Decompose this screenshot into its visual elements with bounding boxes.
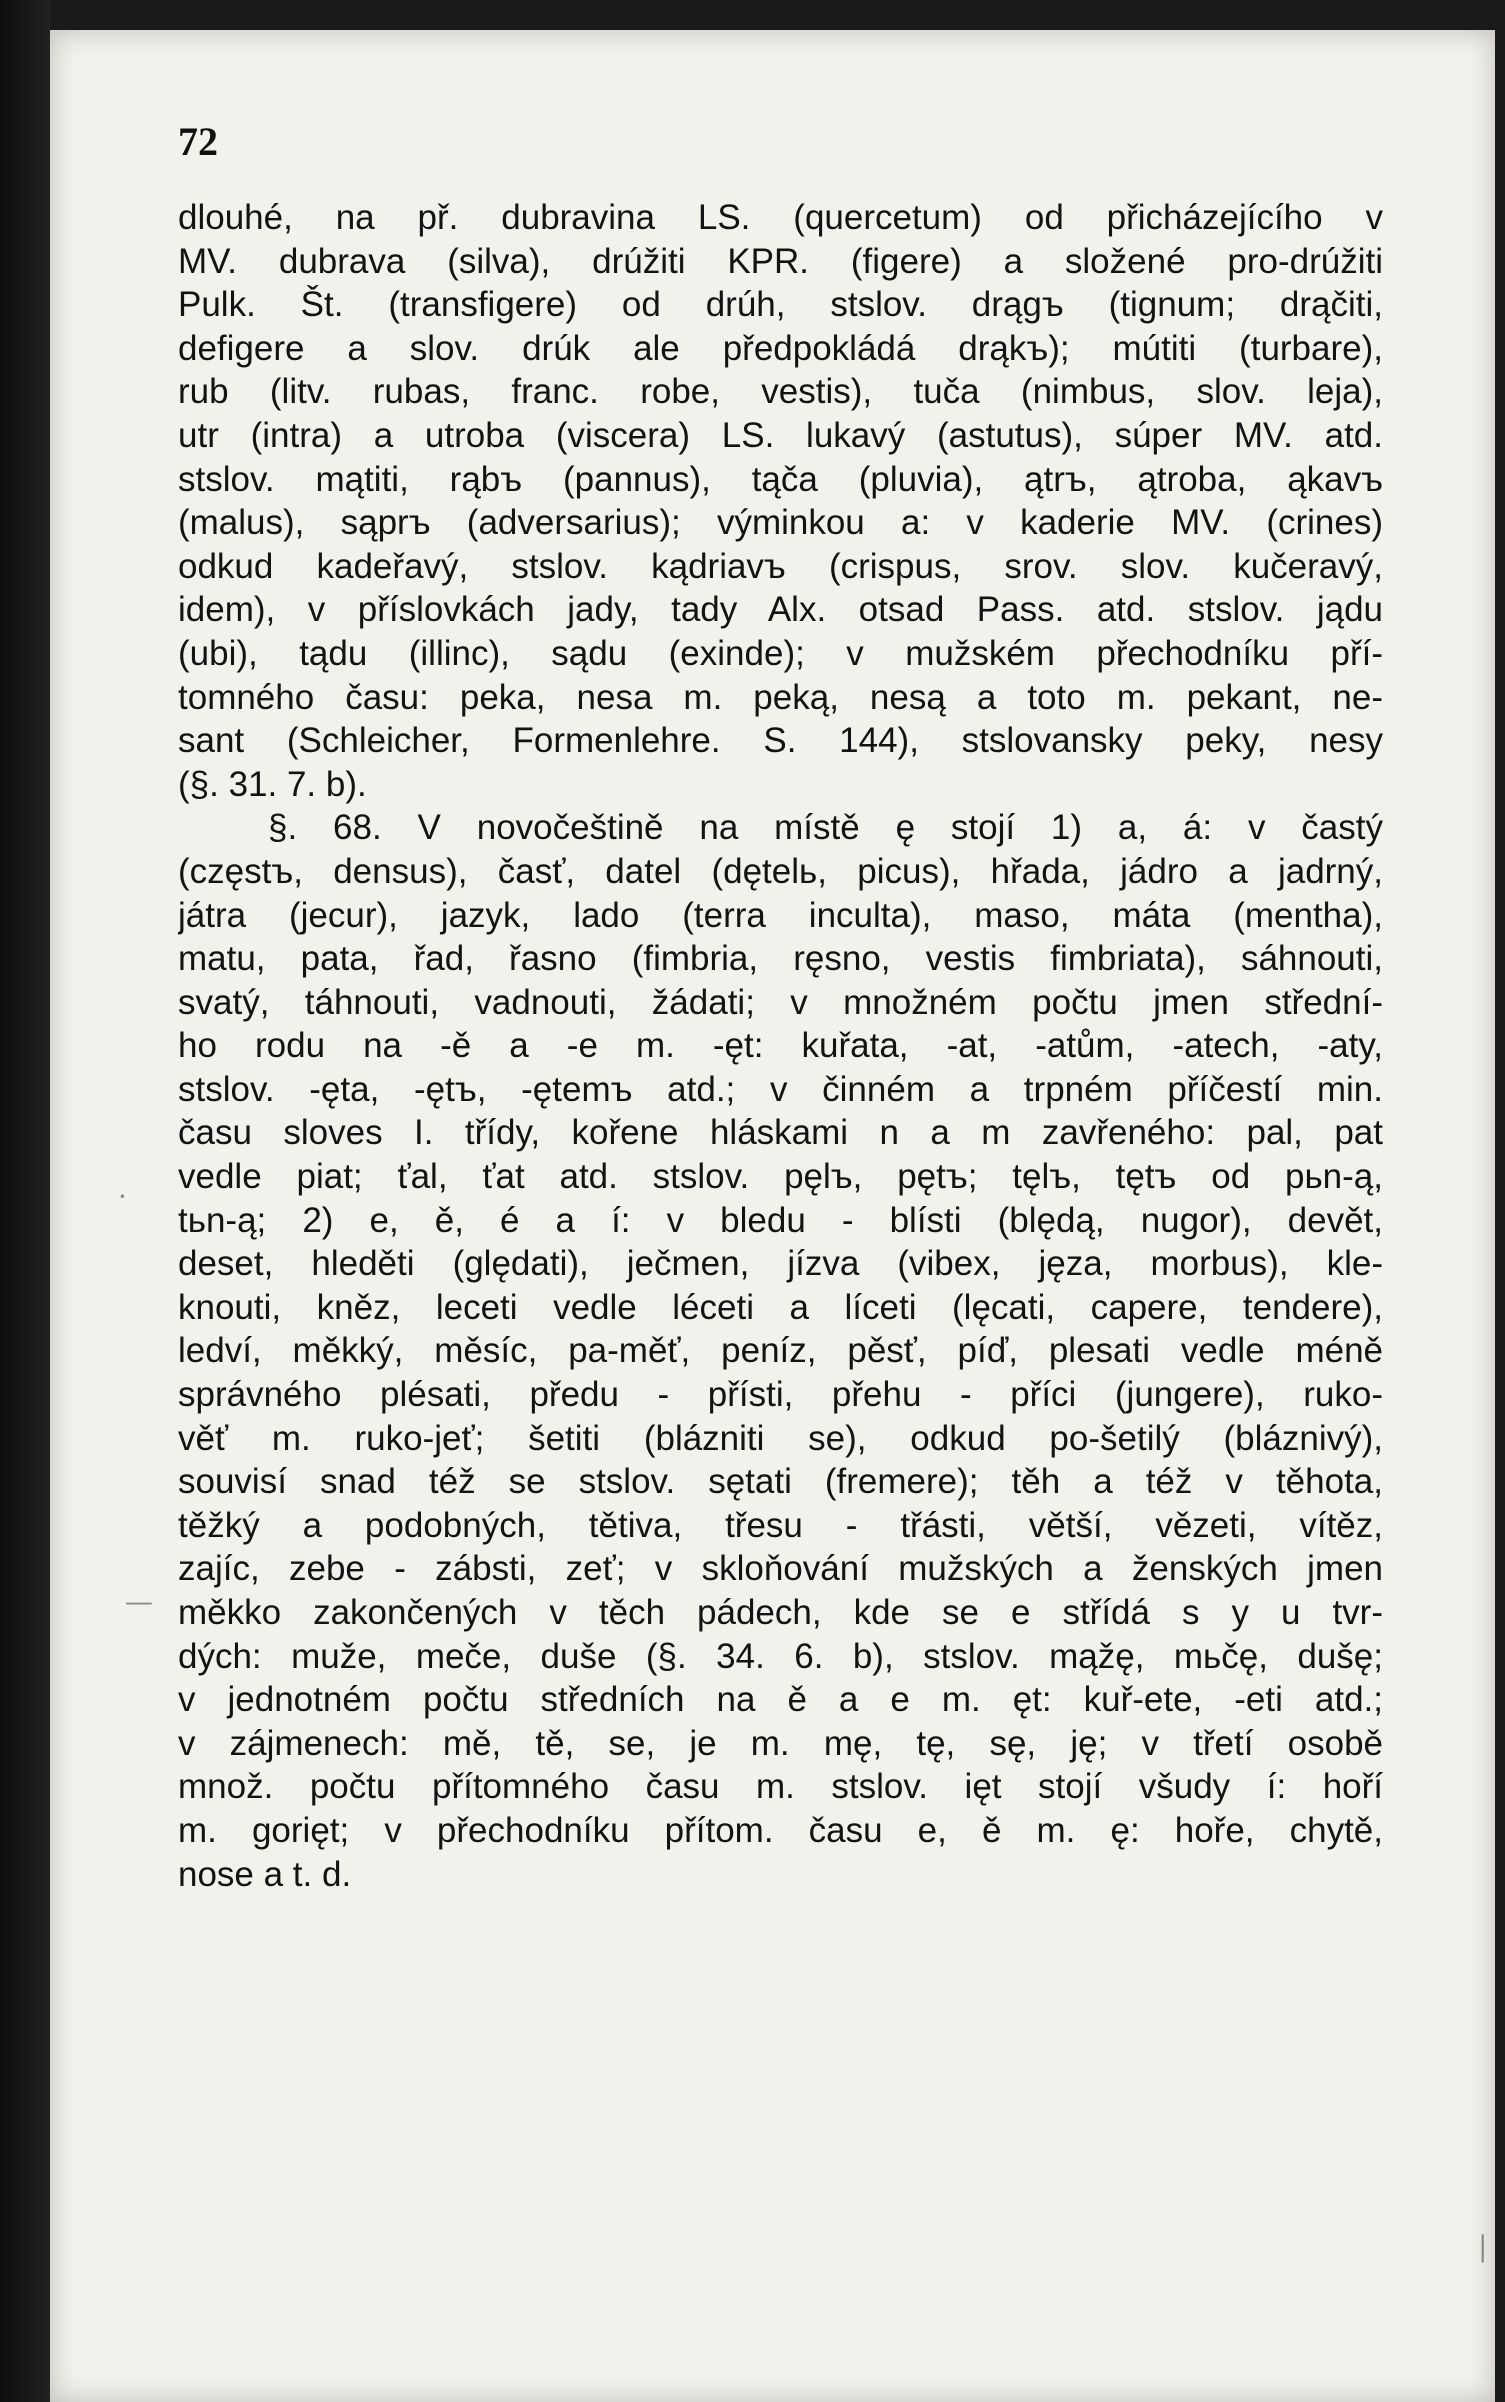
text-line: stslov. -ęta, -ętъ, -ętemъ atd.; v činném a trpném příčestí min.: [178, 1069, 1383, 1109]
text-line: utr (intra) a utroba (viscera) LS. lukavý (astutus), súper MV. atd.: [178, 415, 1383, 455]
text-line: matu, pata, řad, řasno (fimbria, ręsno, vestis fimbriata), sáhnouti,: [178, 939, 1383, 979]
margin-speck: ·: [118, 1180, 127, 1213]
text-line: stslov. mątiti, rąbъ (pannus), tąča (pluvia), ątrъ, ątroba, ąkavъ: [178, 459, 1383, 499]
text-line: svatý, táhnouti, vadnouti, žádati; v množném počtu jmen střední-: [178, 982, 1383, 1022]
text-line: ho rodu na -ě a -e m. -ęt: kuřata, -at, -atům, -atech, -aty,: [178, 1026, 1383, 1066]
text-line: zajíc, zebe - zábsti, zeť; v skloňování mužských a ženských jmen: [178, 1549, 1383, 1589]
text-line: množ. počtu přítomného času m. stslov. ięt stojí všudy í: hoří: [178, 1767, 1383, 1807]
text-line: odkud kadeřavý, stslov. kądriavъ (crispus, srov. slov. kučeravý,: [178, 546, 1383, 586]
text-line: vedle piat; ťal, ťat atd. stslov. pęlъ, pętъ; tęlъ, tętъ od pьn-ą,: [178, 1157, 1383, 1197]
text-line: MV. dubrava (silva), drúžiti KPR. (figere) a složené pro-drúžiti: [178, 241, 1383, 281]
section-heading-line: §. 68. V novočeštině na místě ę stojí 1) a, á: v častý: [268, 808, 1383, 848]
text-line: sant (Schleicher, Formenlehre. S. 144), stslovansky peky, nesy: [178, 721, 1383, 761]
text-line: defigere a slov. drúk ale předpokládá drąkъ); mútiti (turbare),: [178, 328, 1383, 368]
text-line: deset, hleděti (ględati), ječmen, jízva (vibex, jęza, morbus), kle-: [178, 1244, 1383, 1284]
text-line: Pulk. Št. (transfigere) od drúh, stslov. drągъ (tignum; drąčiti,: [178, 285, 1383, 325]
text-line: věť m. ruko-jeť; šetiti (blázniti se), odkud po-šetilý (bláznivý),: [178, 1418, 1383, 1458]
body-text: [178, 196, 1383, 1896]
text-line: (ubi), tądu (illinc), sądu (exinde); v mužském přechodníku pří-: [178, 633, 1383, 673]
text-line: v jednotném počtu středních na ě a e m. ęt: kuř-ete, -eti atd.;: [178, 1680, 1383, 1720]
text-line: času sloves I. třídy, kořene hláskami n a m zavřeného: pal, pat: [178, 1113, 1383, 1153]
scan-edge: [0, 0, 50, 2402]
text-line: dlouhé, na př. dubravina LS. (quercetum) od přicházejícího v: [178, 198, 1383, 237]
text-line: v zájmenech: mě, tě, se, je m. mę, tę, sę, ję; v třetí osobě: [178, 1723, 1383, 1763]
margin-speck: |: [1478, 2230, 1488, 2263]
text-line: ledví, měkký, měsíc, pa-měť, peníz, pěsť, píď, plesati vedle méně: [178, 1331, 1383, 1371]
text-line: m. gorięt; v přechodníku přítom. času e, ě m. ę: hoře, chytě,: [178, 1810, 1383, 1850]
text-line: tomného času: peka, nesa m. peką, nesą a toto m. pekant, ne-: [178, 677, 1383, 717]
text-line: souvisí snad též se stslov. sętati (fremere); těh a též v těhota,: [178, 1462, 1383, 1502]
text-line: nose a t. d.: [178, 1854, 352, 1894]
text-line: (częstъ, densus), časť, datel (dętelь, picus), hřada, jádro a jadrný,: [178, 851, 1383, 891]
text-line: knouti, kněz, leceti vedle léceti a líceti (lęcati, capere, tendere),: [178, 1287, 1383, 1327]
text-line: idem), v příslovkách jady, tady Alx. otsad Pass. atd. stslov. jądu: [178, 590, 1383, 630]
page-number: 72: [178, 119, 218, 164]
text-line: rub (litv. rubas, franc. robe, vestis), tuča (nimbus, slov. leja),: [178, 372, 1383, 412]
text-line: tьn-ą; 2) e, ě, é a í: v bledu - blísti (blędą, nugor), devět,: [178, 1200, 1383, 1240]
text-line: těžký a podobných, tětiva, třesu - třásti, větší, vězeti, vítěz,: [178, 1505, 1383, 1545]
margin-speck: —: [125, 1585, 153, 1618]
text-line: játra (jecur), jazyk, lado (terra inculta), maso, máta (mentha),: [178, 895, 1383, 935]
text-line: (malus), sąprъ (adversarius); výminkou a: v kaderie MV. (crines): [178, 503, 1383, 543]
text-line: (§. 31. 7. b).: [178, 764, 367, 804]
text-line: správného plésati, předu - přísti, přehu - příci (jungere), ruko-: [178, 1375, 1383, 1415]
text-line: dých: muže, meče, duše (§. 34. 6. b), stslov. mąžę, mьčę, dušę;: [178, 1636, 1383, 1676]
text-line: měkko zakončených v těch pádech, kde se e střídá s y u tvr-: [178, 1593, 1383, 1632]
